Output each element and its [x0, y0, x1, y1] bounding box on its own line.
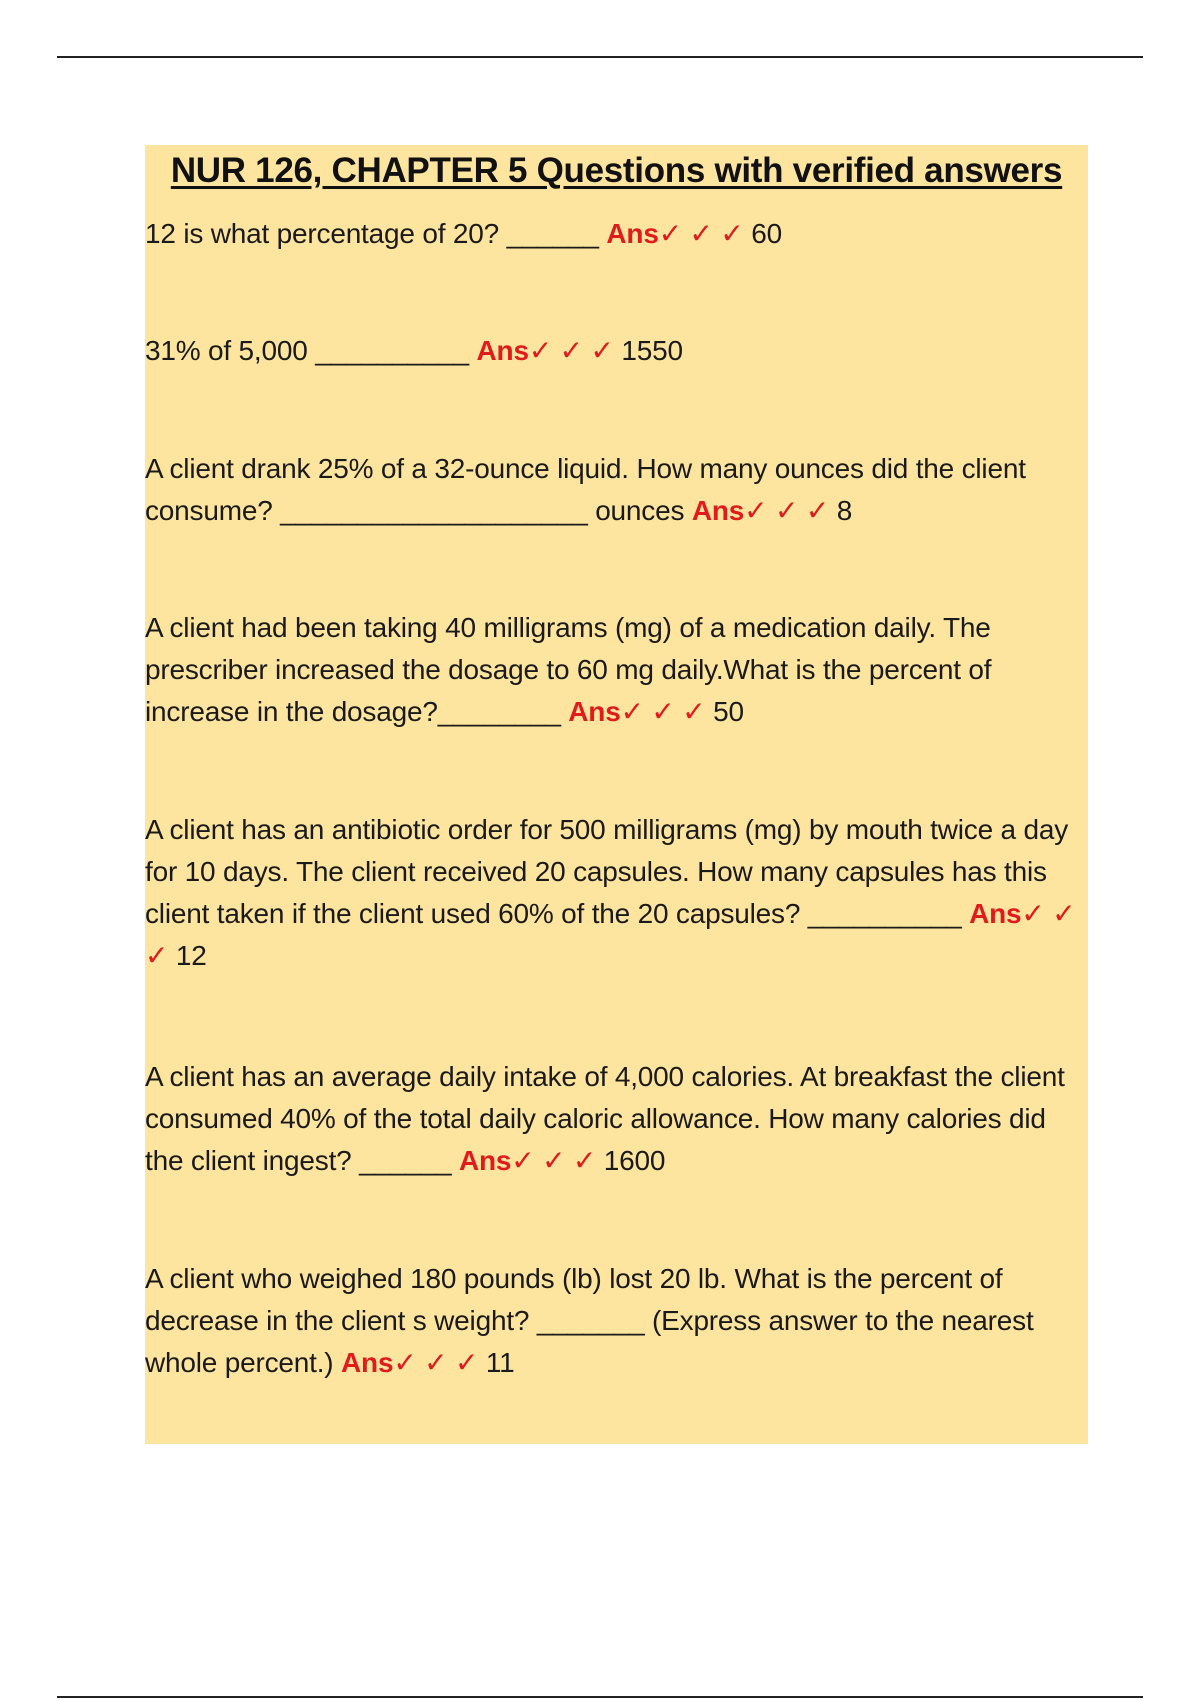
question-text: A client has an antibiotic order for 500 milligrams (mg) by mouth twice a day for 10 days. The client received 20 capsules. How many capsules has this client taken if the client used 60% of the 20 capsules? __________ — [145, 814, 1069, 929]
check-marks-icon: ✓ ✓ ✓ — [658, 218, 744, 249]
check-marks-icon: ✓ ✓ ✓ — [528, 335, 614, 366]
question-text: A client has an average daily intake of 4,000 calories. At breakfast the client consumed 40% of the total daily caloric allowance. How many calories did the client ingest? ______ — [145, 1061, 1065, 1176]
answer-value: 8 — [836, 495, 853, 526]
question-text: A client drank 25% of a 32-ounce liquid. How many ounces did the client consume? ____________________ ounces — [145, 453, 1026, 526]
answer-value: 60 — [751, 218, 782, 249]
check-marks-icon: ✓ ✓ ✓ — [620, 696, 706, 727]
question-4 — [145, 607, 1088, 733]
question-6 — [145, 1056, 1088, 1182]
answer-value: 1600 — [603, 1145, 666, 1176]
question-7 — [145, 1258, 1088, 1384]
question-text: 12 is what percentage of 20? ______ — [145, 218, 607, 249]
answer-value: 1550 — [621, 335, 683, 366]
answer-label: Ans — [341, 1347, 394, 1378]
check-marks-icon: ✓ ✓ ✓ — [511, 1145, 597, 1176]
answer-value: 12 — [175, 940, 207, 971]
answer-label: Ans — [606, 218, 659, 249]
question-2 — [145, 330, 1088, 372]
bottom-rule — [57, 1696, 1143, 1698]
document-title: NUR 126, CHAPTER 5 Questions with verified answers — [170, 151, 1063, 190]
answer-label: Ans — [458, 1145, 512, 1176]
top-rule — [57, 56, 1143, 58]
question-panel — [145, 145, 1088, 1444]
question-text: A client who weighed 180 pounds (lb) lost 20 lb. What is the percent of decrease in the client s weight? _______ (Express answer to the nearest whole percent.) — [145, 1263, 1034, 1378]
question-text: A client had been taking 40 milligrams (mg) of a medication daily. The prescriber increased the dosage to 60 mg daily.What is the percent of increase in the dosage?________ — [145, 612, 992, 727]
answer-value: 50 — [713, 696, 744, 727]
answer-label: Ans — [969, 898, 1022, 929]
answer-label: Ans — [568, 696, 621, 727]
check-marks-icon: ✓ ✓ ✓ — [393, 1347, 479, 1378]
check-marks-icon: ✓ ✓ ✓ — [145, 898, 1076, 971]
answer-value: 11 — [485, 1347, 515, 1378]
question-1 — [145, 213, 1088, 255]
answer-label: Ans — [691, 495, 745, 526]
question-5 — [145, 809, 1088, 977]
question-text: 31% of 5,000 __________ — [145, 335, 477, 366]
question-3 — [145, 448, 1088, 532]
check-marks-icon: ✓ ✓ ✓ — [744, 495, 830, 526]
answer-label: Ans — [476, 335, 529, 366]
